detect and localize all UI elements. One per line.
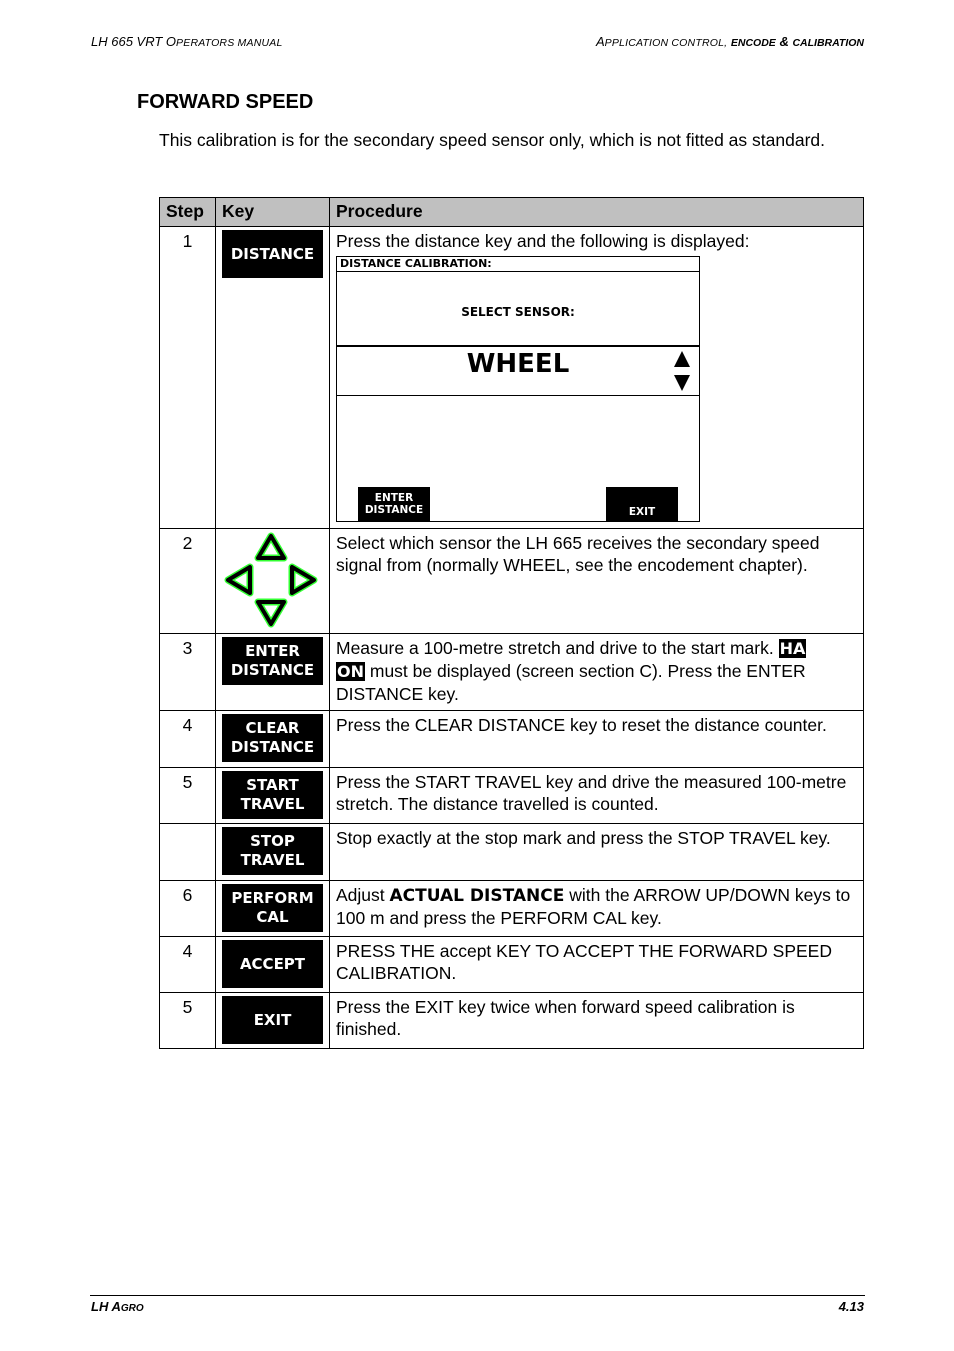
header-chapter-encode: ENCODE — [730, 37, 776, 49]
table-row — [160, 634, 864, 711]
lcd-header: DISTANCE CALIBRATION: — [337, 257, 699, 272]
procedure-text: Press the distance key and the following is displayed: — [336, 231, 750, 251]
accept-key: ACCEPT — [222, 940, 323, 988]
actual-distance-label: ACTUAL DISTANCE — [389, 886, 565, 906]
footer-company-lead: LH A — [91, 1299, 121, 1314]
enter-distance-key: ENTER DISTANCE — [222, 637, 323, 685]
arrow-keys-icon — [222, 532, 324, 630]
key-cell — [216, 881, 330, 937]
header-chapter-rest: PPLICATION CONTROL, — [604, 37, 728, 49]
header-left — [91, 34, 283, 49]
exit-key: EXIT — [222, 996, 323, 1044]
key-cell — [216, 634, 330, 711]
header-key: Key — [216, 198, 330, 227]
table-header-row — [160, 198, 864, 227]
key-cell — [216, 937, 330, 993]
ha-on-indicator-cont: ON — [337, 662, 364, 681]
lcd-selector — [337, 345, 699, 396]
procedure-text: Measure a 100-metre stretch and drive to the start mark. — [336, 638, 774, 658]
header-chapter-lead: A — [595, 34, 605, 49]
ha-on-indicator: HA — [779, 639, 806, 658]
step-number — [160, 824, 216, 881]
table-row — [160, 711, 864, 768]
header-step: Step — [160, 198, 216, 227]
procedure-cell — [330, 227, 864, 529]
procedure-cell — [330, 634, 864, 711]
table-row — [160, 529, 864, 634]
step-number: 1 — [160, 227, 216, 529]
procedure-text: Press the EXIT key twice when forward speed calibration is finished. — [330, 993, 864, 1049]
header-right — [596, 34, 864, 49]
procedure-text-cont: with the ARROW UP/DOWN keys to 100 m and press the PERFORM CAL key. — [336, 885, 851, 928]
step-number: 2 — [160, 529, 216, 634]
key-cell — [216, 993, 330, 1049]
lcd-subtitle: SELECT SENSOR: — [461, 305, 575, 319]
lcd-exit-button: EXIT — [606, 487, 678, 521]
procedure-text: Press the START TRAVEL key and drive the measured 100-metre stretch. The distance travelled is counted. — [330, 768, 864, 824]
table-row — [160, 881, 864, 937]
table-row — [160, 993, 864, 1049]
footer-rule — [90, 1295, 865, 1296]
header-procedure: Procedure — [330, 198, 864, 227]
distance-key: DISTANCE — [222, 230, 323, 278]
step-number: 5 — [160, 993, 216, 1049]
start-travel-key: START TRAVEL — [222, 771, 323, 819]
step-number: 6 — [160, 881, 216, 937]
table-row — [160, 227, 864, 529]
procedure-table — [159, 197, 864, 1049]
section-title: FORWARD SPEED — [137, 91, 314, 113]
table-row — [160, 824, 864, 881]
lcd-enter-distance-button: ENTER DISTANCE — [358, 487, 430, 521]
page-number: 4.13 — [838, 1299, 864, 1314]
key-cell — [216, 824, 330, 881]
step-number: 4 — [160, 937, 216, 993]
procedure-text-cont: must be displayed (screen section C). Press the ENTER DISTANCE key. — [336, 661, 806, 704]
lcd-selected-value: WHEEL — [466, 349, 570, 379]
footer-company — [91, 1299, 144, 1314]
procedure-text: PRESS THE accept KEY TO ACCEPT THE FORWARD SPEED CALIBRATION. — [330, 937, 864, 993]
procedure-text: Select which sensor the LH 665 receives the secondary speed signal from (normally WHEEL, see the encodement chapter). — [330, 529, 864, 634]
procedure-cell — [330, 881, 864, 937]
up-down-arrows-icon — [673, 350, 691, 392]
header-chapter-amp: & — [779, 34, 789, 49]
header-manual-rest: PERATORS MANUAL — [176, 37, 283, 49]
key-cell — [216, 227, 330, 529]
footer-company-rest: GRO — [120, 1303, 144, 1314]
procedure-text: Press the CLEAR DISTANCE key to reset the distance counter. — [330, 711, 864, 768]
section-intro: This calibration is for the secondary speed sensor only, which is not fitted as standard. — [159, 130, 825, 150]
table-row — [160, 937, 864, 993]
key-cell — [216, 768, 330, 824]
table-row — [160, 768, 864, 824]
clear-distance-key: CLEAR DISTANCE — [222, 714, 323, 762]
procedure-text: Adjust — [336, 885, 385, 905]
perform-cal-key: PERFORM CAL — [222, 884, 323, 932]
lcd-screen — [336, 256, 700, 522]
key-cell — [216, 711, 330, 768]
procedure-text: Stop exactly at the stop mark and press the STOP TRAVEL key. — [330, 824, 864, 881]
step-number: 4 — [160, 711, 216, 768]
header-manual-lead: LH 665 VRT O — [91, 34, 177, 49]
step-number: 3 — [160, 634, 216, 711]
step-number: 5 — [160, 768, 216, 824]
header-chapter-calibration: CALIBRATION — [792, 37, 864, 49]
key-cell — [216, 529, 330, 634]
stop-travel-key: STOP TRAVEL — [222, 827, 323, 875]
